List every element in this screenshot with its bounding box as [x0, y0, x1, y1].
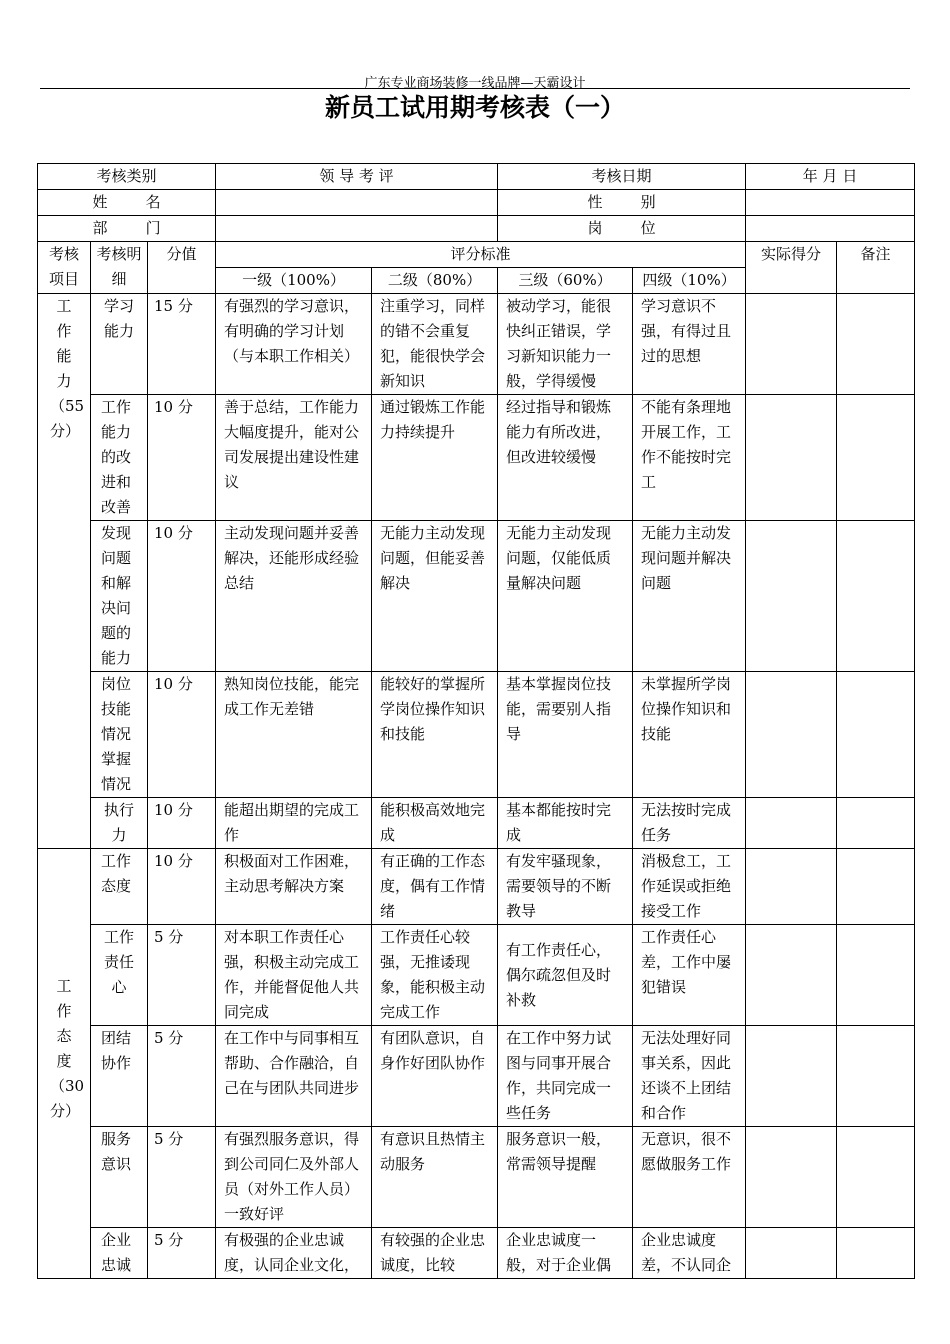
level1-cell: 能超出期望的完成工作	[216, 798, 372, 849]
level2-cell: 注重学习，同样的错不会重复犯，能很快学会新知识	[372, 294, 498, 395]
remark-cell[interactable]	[837, 1127, 915, 1228]
actual-score-cell[interactable]	[746, 395, 837, 521]
level4-cell: 无法处理好同事关系，因此还谈不上团结和合作	[633, 1026, 746, 1127]
detail-cell: 发现问题和解决问题的能力	[91, 521, 148, 672]
info-row-name	[38, 190, 915, 216]
level1-cell: 主动发现问题并妥善解决，还能形成经验总结	[216, 521, 372, 672]
level1-cell: 善于总结，工作能力大幅度提升，能对公司发展提出建设性建议	[216, 395, 372, 521]
group-label-attitude: 工作态度（30分）	[38, 849, 91, 1279]
level4-cell: 企业忠诚度差，不认同企	[633, 1228, 746, 1279]
level2-cell: 能较好的掌握所学岗位操作知识和技能	[372, 672, 498, 798]
table-row	[38, 395, 915, 521]
level4-header: 四级（10%）	[633, 268, 746, 294]
actual-score-cell[interactable]	[746, 521, 837, 672]
actual-score-cell[interactable]	[746, 798, 837, 849]
level1-cell: 在工作中与同事相互帮助、合作融洽，自己在与团队共同进步	[216, 1026, 372, 1127]
level3-cell: 被动学习，能很快纠正错误，学习新知识能力一般，学得缓慢	[498, 294, 633, 395]
header-tagline: 广东专业商场装修一线品牌—天霸设计	[364, 76, 586, 91]
level3-cell: 有工作责任心，偶尔疏忽但及时补救	[498, 925, 633, 1026]
actual-score-cell[interactable]	[746, 294, 837, 395]
level1-cell: 有强烈服务意识，得到公司同仁及外部人员（对外工作人员）一致好评	[216, 1127, 372, 1228]
remark-cell[interactable]	[837, 849, 915, 925]
col-item-header: 考核项目	[38, 242, 91, 294]
table-row	[38, 1127, 915, 1228]
level3-cell: 服务意识一般，常需领导提醒	[498, 1127, 633, 1228]
dept-label: 部 门	[38, 216, 216, 242]
actual-score-cell[interactable]	[746, 925, 837, 1026]
level4-cell: 无法按时完成任务	[633, 798, 746, 849]
table-row	[38, 1026, 915, 1127]
detail-cell: 工作能力的改进和改善	[91, 395, 148, 521]
remark-cell[interactable]	[837, 798, 915, 849]
dept-value[interactable]	[216, 216, 498, 242]
remark-cell[interactable]	[837, 1026, 915, 1127]
score-cell: 10 分	[148, 849, 216, 925]
level3-cell: 企业忠诚度一般，对于企业偶	[498, 1228, 633, 1279]
column-header-row	[38, 242, 915, 268]
level2-cell: 有较强的企业忠诚度，比较	[372, 1228, 498, 1279]
level4-cell: 不能有条理地开展工作，工作不能按时完工	[633, 395, 746, 521]
remark-cell[interactable]	[837, 1228, 915, 1279]
detail-cell: 服务意识	[91, 1127, 148, 1228]
col-score-header: 分值	[148, 242, 216, 294]
table-row	[38, 849, 915, 925]
level3-cell: 经过指导和锻炼能力有所改进，但改进较缓慢	[498, 395, 633, 521]
position-value[interactable]	[746, 216, 915, 242]
level1-cell: 有强烈的学习意识，有明确的学习计划（与本职工作相关）	[216, 294, 372, 395]
score-cell: 10 分	[148, 798, 216, 849]
gender-value[interactable]	[746, 190, 915, 216]
score-cell: 10 分	[148, 521, 216, 672]
name-value[interactable]	[216, 190, 498, 216]
detail-cell: 工作态度	[91, 849, 148, 925]
assessment-table	[37, 163, 915, 1279]
level2-cell: 通过锻炼工作能力持续提升	[372, 395, 498, 521]
level4-cell: 无能力主动发现问题并解决问题	[633, 521, 746, 672]
level1-cell: 有极强的企业忠诚度，认同企业文化，	[216, 1228, 372, 1279]
category-value: 领 导 考 评	[216, 164, 498, 190]
detail-cell: 工作责任心	[91, 925, 148, 1026]
score-cell: 10 分	[148, 672, 216, 798]
level3-cell: 基本都能按时完成	[498, 798, 633, 849]
table-row	[38, 798, 915, 849]
remark-cell[interactable]	[837, 294, 915, 395]
score-cell: 10 分	[148, 395, 216, 521]
level2-cell: 有意识且热情主动服务	[372, 1127, 498, 1228]
name-label: 姓 名	[38, 190, 216, 216]
score-cell: 15 分	[148, 294, 216, 395]
table-row	[38, 294, 915, 395]
detail-cell: 学习能力	[91, 294, 148, 395]
level3-cell: 在工作中努力试图与同事开展合作，共同完成一些任务	[498, 1026, 633, 1127]
level3-cell: 有发牢骚现象，需要领导的不断教导	[498, 849, 633, 925]
gender-label: 性 别	[498, 190, 746, 216]
level1-cell: 对本职工作责任心强，积极主动完成工作，并能督促他人共同完成	[216, 925, 372, 1026]
remark-cell[interactable]	[837, 521, 915, 672]
date-value[interactable]: 年 月 日	[746, 164, 915, 190]
score-cell: 5 分	[148, 1228, 216, 1279]
page-title: 新员工试用期考核表（一）	[324, 93, 625, 122]
category-label: 考核类别	[38, 164, 216, 190]
info-row-dept	[38, 216, 915, 242]
info-row-category	[38, 164, 915, 190]
level2-cell: 有正确的工作态度，偶有工作情绪	[372, 849, 498, 925]
score-cell: 5 分	[148, 925, 216, 1026]
date-label: 考核日期	[498, 164, 746, 190]
actual-score-cell[interactable]	[746, 1228, 837, 1279]
actual-score-cell[interactable]	[746, 672, 837, 798]
level3-cell: 基本掌握岗位技能，需要别人指导	[498, 672, 633, 798]
detail-cell: 企业忠诚	[91, 1228, 148, 1279]
col-criteria-header: 评分标准	[216, 242, 746, 268]
position-label: 岗 位	[498, 216, 746, 242]
level1-cell: 熟知岗位技能，能完成工作无差错	[216, 672, 372, 798]
col-detail-header: 考核明细	[91, 242, 148, 294]
actual-score-cell[interactable]	[746, 1026, 837, 1127]
table-row	[38, 672, 915, 798]
table-row	[38, 521, 915, 672]
level4-cell: 未掌握所学岗位操作知识和技能	[633, 672, 746, 798]
col-actual-header: 实际得分	[746, 242, 837, 294]
level3-cell: 无能力主动发现问题，仅能低质量解决问题	[498, 521, 633, 672]
level4-cell: 无意识，很不愿做服务工作	[633, 1127, 746, 1228]
actual-score-cell[interactable]	[746, 1127, 837, 1228]
detail-cell: 执行力	[91, 798, 148, 849]
table-row	[38, 1228, 915, 1279]
remark-cell[interactable]	[837, 672, 915, 798]
level2-cell: 有团队意识，自身作好团队协作	[372, 1026, 498, 1127]
level1-header: 一级（100%）	[216, 268, 372, 294]
table-row	[38, 925, 915, 1026]
detail-cell: 岗位技能情况掌握情况	[91, 672, 148, 798]
remark-cell[interactable]	[837, 925, 915, 1026]
level1-cell: 积极面对工作困难，主动思考解决方案	[216, 849, 372, 925]
remark-cell[interactable]	[837, 395, 915, 521]
score-cell: 5 分	[148, 1026, 216, 1127]
level2-header: 二级（80%）	[372, 268, 498, 294]
level4-cell: 工作责任心差，工作中屡犯错误	[633, 925, 746, 1026]
group-label-ability: 工作能力（55分）	[38, 294, 91, 849]
level2-cell: 能积极高效地完成	[372, 798, 498, 849]
score-cell: 5 分	[148, 1127, 216, 1228]
actual-score-cell[interactable]	[746, 849, 837, 925]
level4-cell: 学习意识不强，有得过且过的思想	[633, 294, 746, 395]
level2-cell: 工作责任心较强，无推诿现象，能积极主动完成工作	[372, 925, 498, 1026]
level2-cell: 无能力主动发现问题，但能妥善解决	[372, 521, 498, 672]
detail-cell: 团结协作	[91, 1026, 148, 1127]
level3-header: 三级（60%）	[498, 268, 633, 294]
col-remark-header: 备注	[837, 242, 915, 294]
level4-cell: 消极怠工，工作延误或拒绝接受工作	[633, 849, 746, 925]
